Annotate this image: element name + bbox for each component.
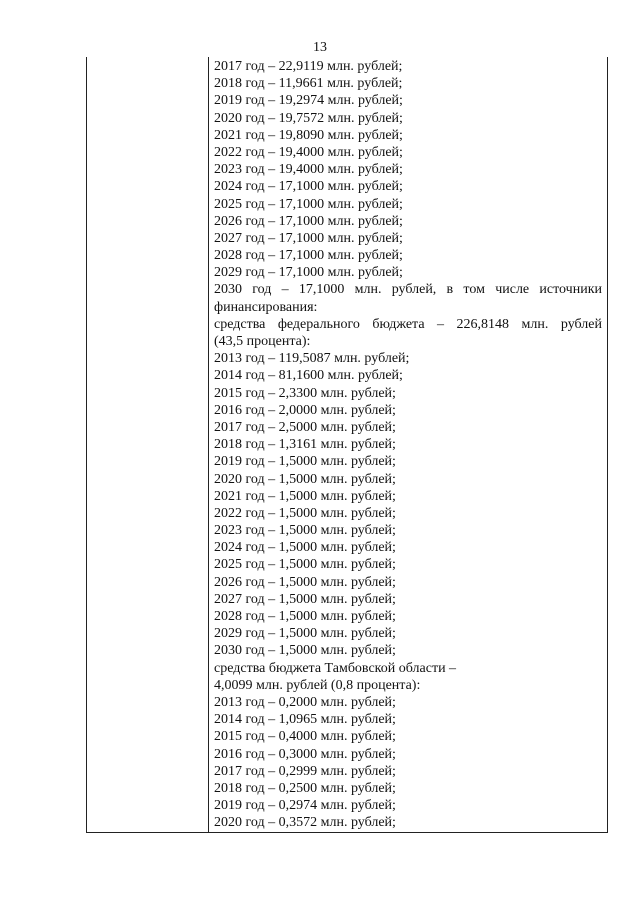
- funding-year-line: 2025 год – 1,5000 млн. рублей;: [214, 557, 396, 573]
- funding-year-line: 2016 год – 0,3000 млн. рублей;: [214, 746, 396, 762]
- funding-year-line: 2020 год – 0,3572 млн. рублей;: [214, 815, 396, 831]
- funding-list-total: [214, 58, 602, 281]
- funding-year-line: 2019 год – 0,2974 млн. рублей;: [214, 798, 396, 814]
- funding-year-line: 2017 год – 0,2999 млн. рублей;: [214, 763, 396, 779]
- federal-budget-percent: (43,5 процента):: [214, 334, 311, 349]
- funding-year-line: 2029 год – 17,1000 млн. рублей;: [214, 265, 403, 281]
- funding-year-line: 2013 год – 0,2000 млн. рублей;: [214, 694, 396, 710]
- financing-sources-label: финансирования:: [214, 299, 318, 315]
- funding-year-line: 2023 год – 19,4000 млн. рублей;: [214, 162, 403, 178]
- funding-year-line: 2027 год – 1,5000 млн. рублей;: [214, 591, 396, 607]
- funding-year-line: 2017 год – 2,5000 млн. рублей;: [214, 419, 396, 435]
- funding-year-line: 2021 год – 1,5000 млн. рублей;: [214, 488, 396, 504]
- funding-year-line: 2019 год – 19,2974 млн. рублей;: [214, 93, 403, 109]
- funding-year-line: 2020 год – 19,7572 млн. рублей;: [214, 110, 403, 126]
- funding-year-line: 2018 год – 0,2500 млн. рублей;: [214, 780, 396, 796]
- funding-year-line: 2029 год – 1,5000 млн. рублей;: [214, 626, 396, 642]
- table-cell-content: [214, 58, 602, 831]
- funding-year-line: 2020 год – 1,5000 млн. рублей;: [214, 471, 396, 487]
- funding-year-line: 2018 год – 1,3161 млн. рублей;: [214, 437, 396, 453]
- funding-year-line: 2030 год – 1,5000 млн. рублей;: [214, 643, 396, 659]
- funding-year-line: 2028 год – 17,1000 млн. рублей;: [214, 248, 403, 264]
- funding-year-line: 2022 год – 1,5000 млн. рублей;: [214, 505, 396, 521]
- funding-list-federal: [214, 350, 602, 659]
- funding-year-line: 2015 год – 0,4000 млн. рублей;: [214, 729, 396, 745]
- column-divider: [208, 57, 209, 833]
- funding-year-line: 2018 год – 11,9661 млн. рублей;: [214, 76, 403, 92]
- funding-year-line: 2017 год – 22,9119 млн. рублей;: [214, 59, 403, 74]
- funding-year-line: 2027 год – 17,1000 млн. рублей;: [214, 230, 403, 246]
- federal-budget-line: средства федерального бюджета – 226,8148 млн. рублей: [214, 316, 602, 332]
- funding-year-line: 2028 год – 1,5000 млн. рублей;: [214, 609, 396, 624]
- funding-year-line: 2022 год – 19,4000 млн. рублей;: [214, 144, 403, 160]
- funding-year-line: 2025 год – 17,1000 млн. рублей;: [214, 196, 403, 212]
- page-number: 13: [313, 40, 327, 55]
- funding-list-regional: [214, 694, 602, 832]
- funding-year-line: 2015 год – 2,3300 млн. рублей;: [214, 385, 396, 401]
- funding-year-line: 2021 год – 19,8090 млн. рублей;: [214, 127, 403, 143]
- funding-year-line: 2026 год – 1,5000 млн. рублей;: [214, 574, 396, 590]
- regional-budget-line: средства бюджета Тамбовской области –: [214, 660, 457, 676]
- funding-year-line: 2016 год – 2,0000 млн. рублей;: [214, 402, 396, 418]
- funding-year-line: 2014 год – 1,0965 млн. рублей;: [214, 712, 396, 728]
- funding-year-line: 2013 год – 119,5087 млн. рублей;: [214, 351, 410, 367]
- total-2030-line: 2030 год – 17,1000 млн. рублей, в том числе источники: [214, 282, 602, 298]
- regional-budget-total: 4,0099 млн. рублей (0,8 процента):: [214, 677, 421, 693]
- funding-year-line: 2014 год – 81,1600 млн. рублей;: [214, 368, 403, 384]
- funding-year-line: 2024 год – 1,5000 млн. рублей;: [214, 540, 396, 556]
- funding-year-line: 2026 год – 17,1000 млн. рублей;: [214, 213, 403, 229]
- funding-year-line: 2024 год – 17,1000 млн. рублей;: [214, 179, 403, 195]
- funding-year-line: 2019 год – 1,5000 млн. рублей;: [214, 454, 396, 470]
- funding-year-line: 2023 год – 1,5000 млн. рублей;: [214, 523, 396, 539]
